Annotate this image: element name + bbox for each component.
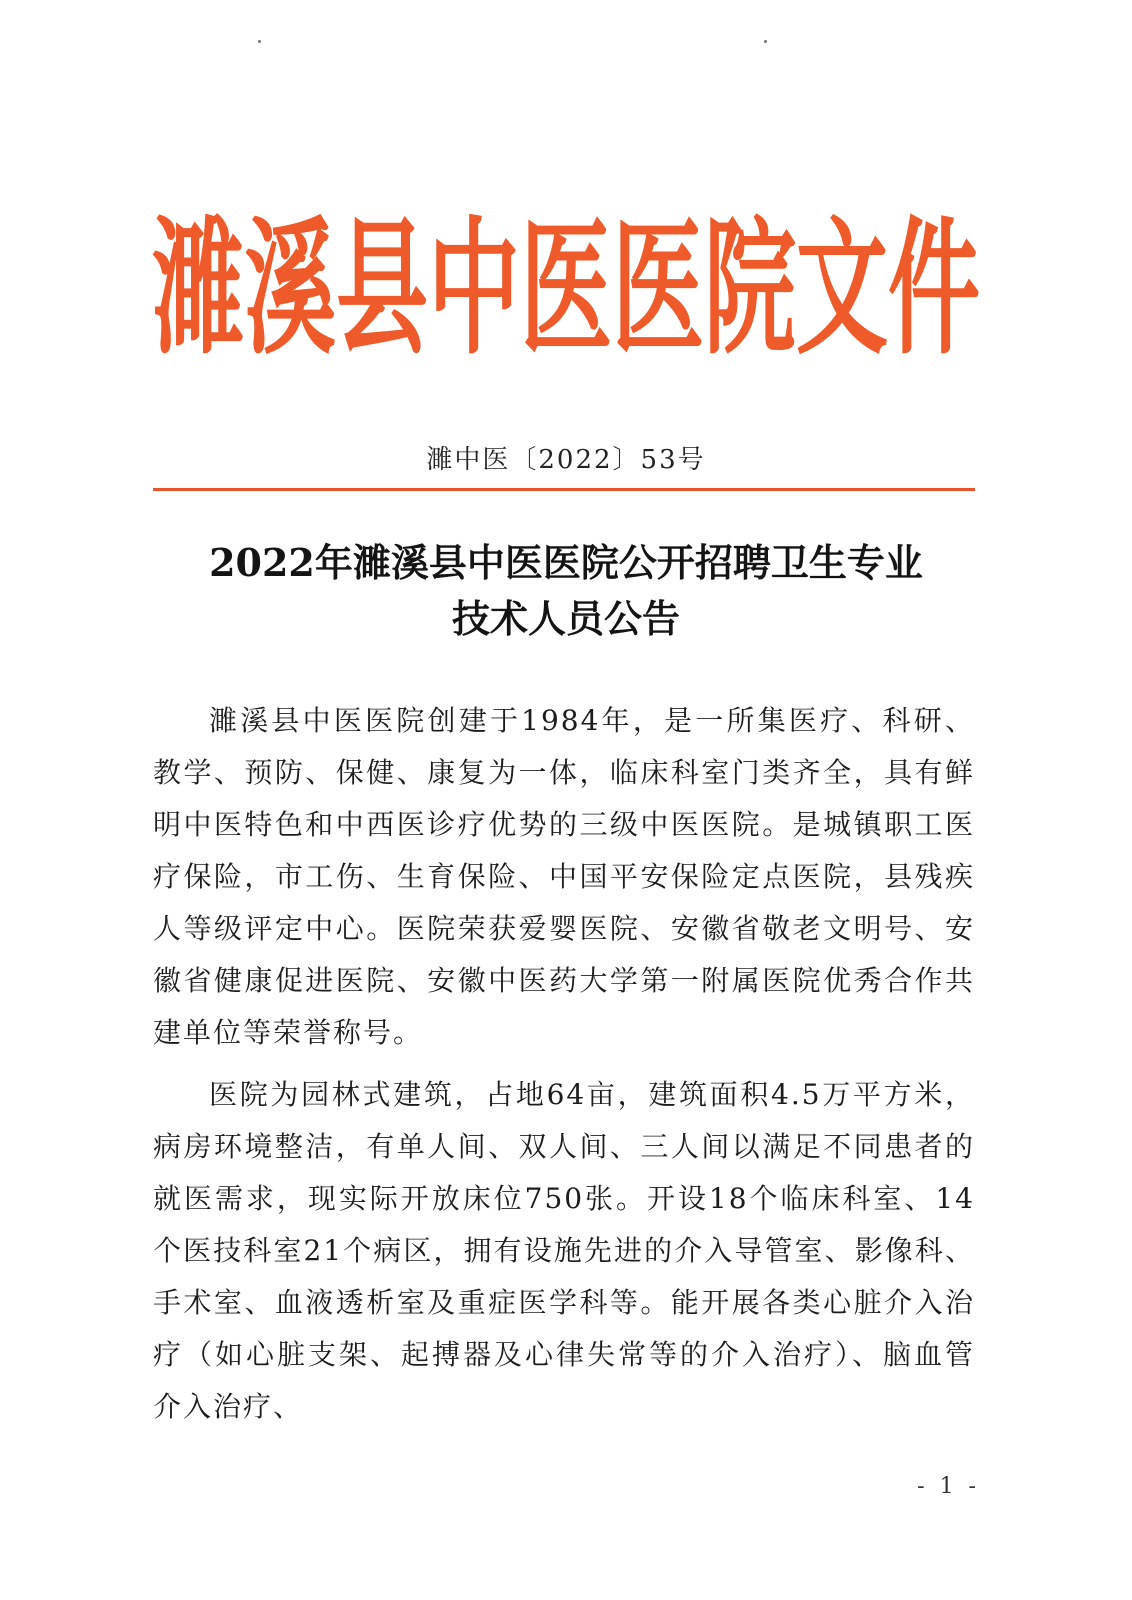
- document-body: [153, 695, 975, 1443]
- paragraph-hospital-intro: 濉溪县中医医院创建于1984年，是一所集医疗、科研、教学、预防、保健、康复为一体，临床科室门类齐全，具有鲜明中医特色和中西医诊疗优势的三级中医医院。是城镇职工医疗保险，市工伤、生育保险、中国平安保险定点医院，县残疾人等级评定中心。医院荣获爱婴医院、安徽省敬老文明号、安徽省健康促进医院、安徽中医药大学第一附属医院优秀合作共建单位等荣誉称号。: [153, 704, 975, 1049]
- document-masthead: 濉溪县中医医院文件: [151, 203, 980, 375]
- document-title: [150, 535, 982, 647]
- scan-dot-right: [764, 40, 767, 43]
- page-number: - 1 -: [917, 1474, 980, 1499]
- title-line-1: 2022年濉溪县中医医院公开招聘卫生专业: [209, 540, 923, 585]
- title-line-2: 技术人员公告: [451, 596, 680, 641]
- scan-dot-left: [258, 40, 261, 43]
- masthead-divider: [153, 488, 975, 491]
- paragraph-hospital-facilities: 医院为园林式建筑，占地64亩，建筑面积4.5万平方米，病房环境整洁，有单人间、双人间、三人间以满足不同患者的就医需求，现实际开放床位750张。开设18个临床科室、14个医技科室21个病区，拥有设施先进的介入导管室、影像科、手术室、血液透析室及重症医学科等。能开展各类心脏介入治疗（如心脏支架、起搏器及心律失常等的介入治疗）、脑血管介入治疗、: [153, 1078, 975, 1423]
- document-number: 濉中医〔2022〕53号: [426, 445, 706, 475]
